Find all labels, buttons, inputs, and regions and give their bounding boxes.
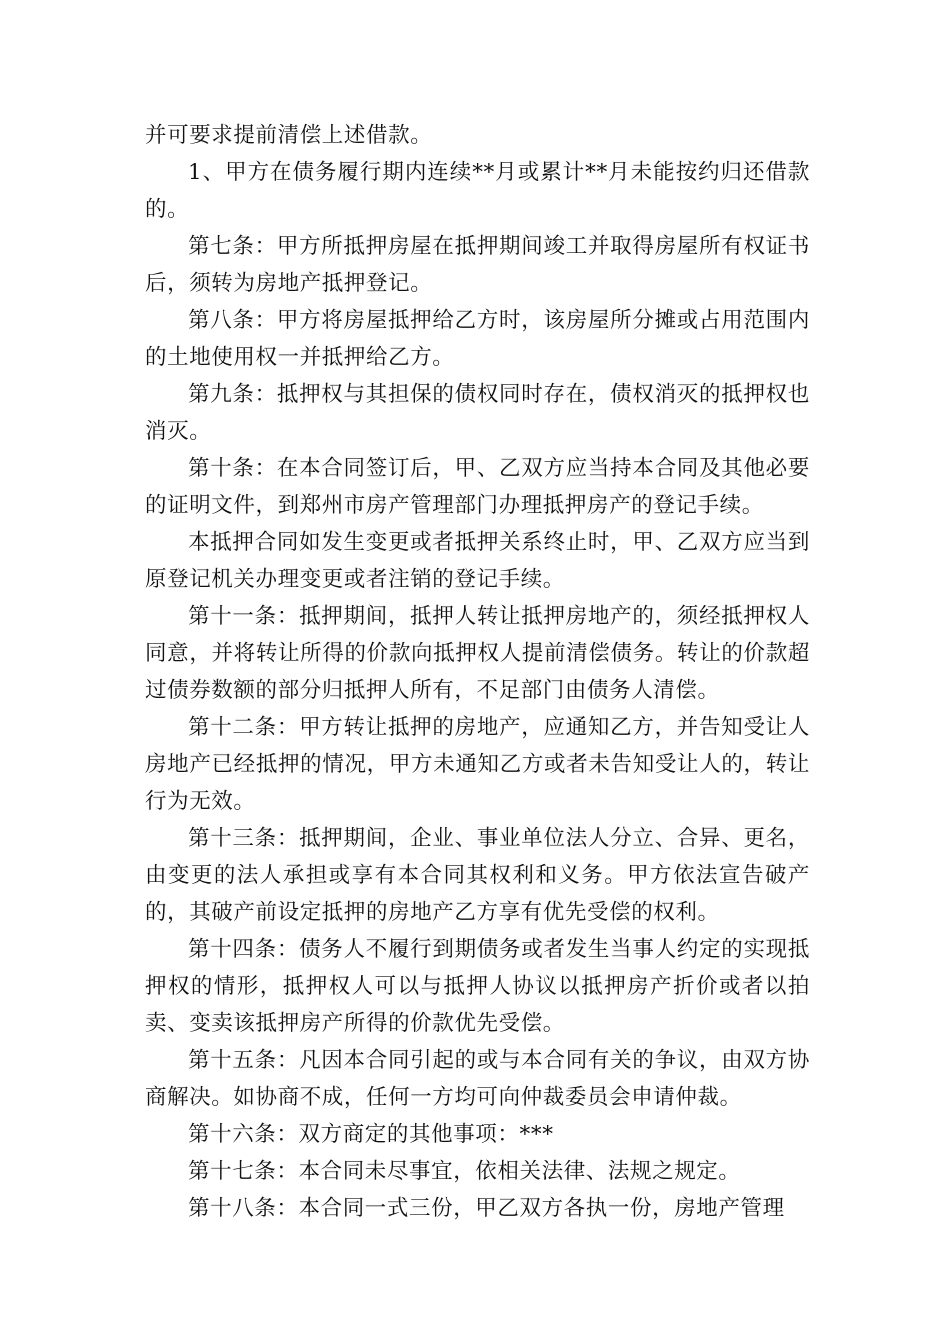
paragraph-article-10: 第十条：在本合同签订后，甲、乙双方应当持本合同及其他必要的证明文件，到郑州市房产管理部门办理抵押房产的登记手续。 [145, 456, 810, 518]
paragraph-article-9: 第九条：抵押权与其担保的债权同时存在，债权消灭的抵押权也消灭。 [145, 382, 810, 444]
paragraph-article-18: 第十八条：本合同一式三份，甲乙双方各执一份，房地产管理 [188, 1196, 785, 1221]
paragraph-clause-1: 1、甲方在债务履行期内连续**月或累计**月未能按约归还借款的。 [145, 160, 810, 222]
paragraph-article-17: 第十七条：本合同未尽事宜，依相关法律、法规之规定。 [188, 1159, 741, 1184]
paragraph-continuation: 并可要求提前清偿上述借款。 [145, 123, 433, 148]
paragraph-article-15: 第十五条：凡因本合同引起的或与本合同有关的争议，由双方协商解决。如协商不成，任何一方均可向仲裁委员会申请仲裁。 [145, 1048, 810, 1110]
paragraph-article-7: 第七条：甲方所抵押房屋在抵押期间竣工并取得房屋所有权证书后，须转为房地产抵押登记。 [145, 234, 810, 296]
paragraph-article-8: 第八条：甲方将房屋抵押给乙方时，该房屋所分摊或占用范围内的土地使用权一并抵押给乙方。 [145, 308, 810, 370]
paragraph-article-14: 第十四条：债务人不履行到期债务或者发生当事人约定的实现抵押权的情形，抵押权人可以与抵押人协议以抵押房产折价或者以拍卖、变卖该抵押房产所得的价款优先受偿。 [145, 937, 810, 1036]
paragraph-article-12: 第十二条：甲方转让抵押的房地产，应通知乙方，并告知受让人房地产已经抵押的情况，甲方未通知乙方或者未告知受让人的，转让行为无效。 [145, 715, 810, 814]
document-body [145, 117, 810, 1227]
paragraph-article-13: 第十三条：抵押期间，企业、事业单位法人分立、合异、更名，由变更的法人承担或享有本合同其权利和义务。甲方依法宣告破产的，其破产前设定抵押的房地产乙方享有优先受偿的权利。 [145, 826, 810, 925]
paragraph-article-11: 第十一条：抵押期间，抵押人转让抵押房地产的，须经抵押权人同意，并将转让所得的价款向抵押权人提前清偿债务。转让的价款超过债券数额的部分归抵押人所有，不足部门由债务人清偿。 [145, 604, 810, 703]
paragraph-article-16: 第十六条：双方商定的其他事项：*** [188, 1122, 554, 1147]
paragraph-article-10-supplement: 本抵押合同如发生变更或者抵押关系终止时，甲、乙双方应当到原登记机关办理变更或者注销的登记手续。 [145, 530, 810, 592]
